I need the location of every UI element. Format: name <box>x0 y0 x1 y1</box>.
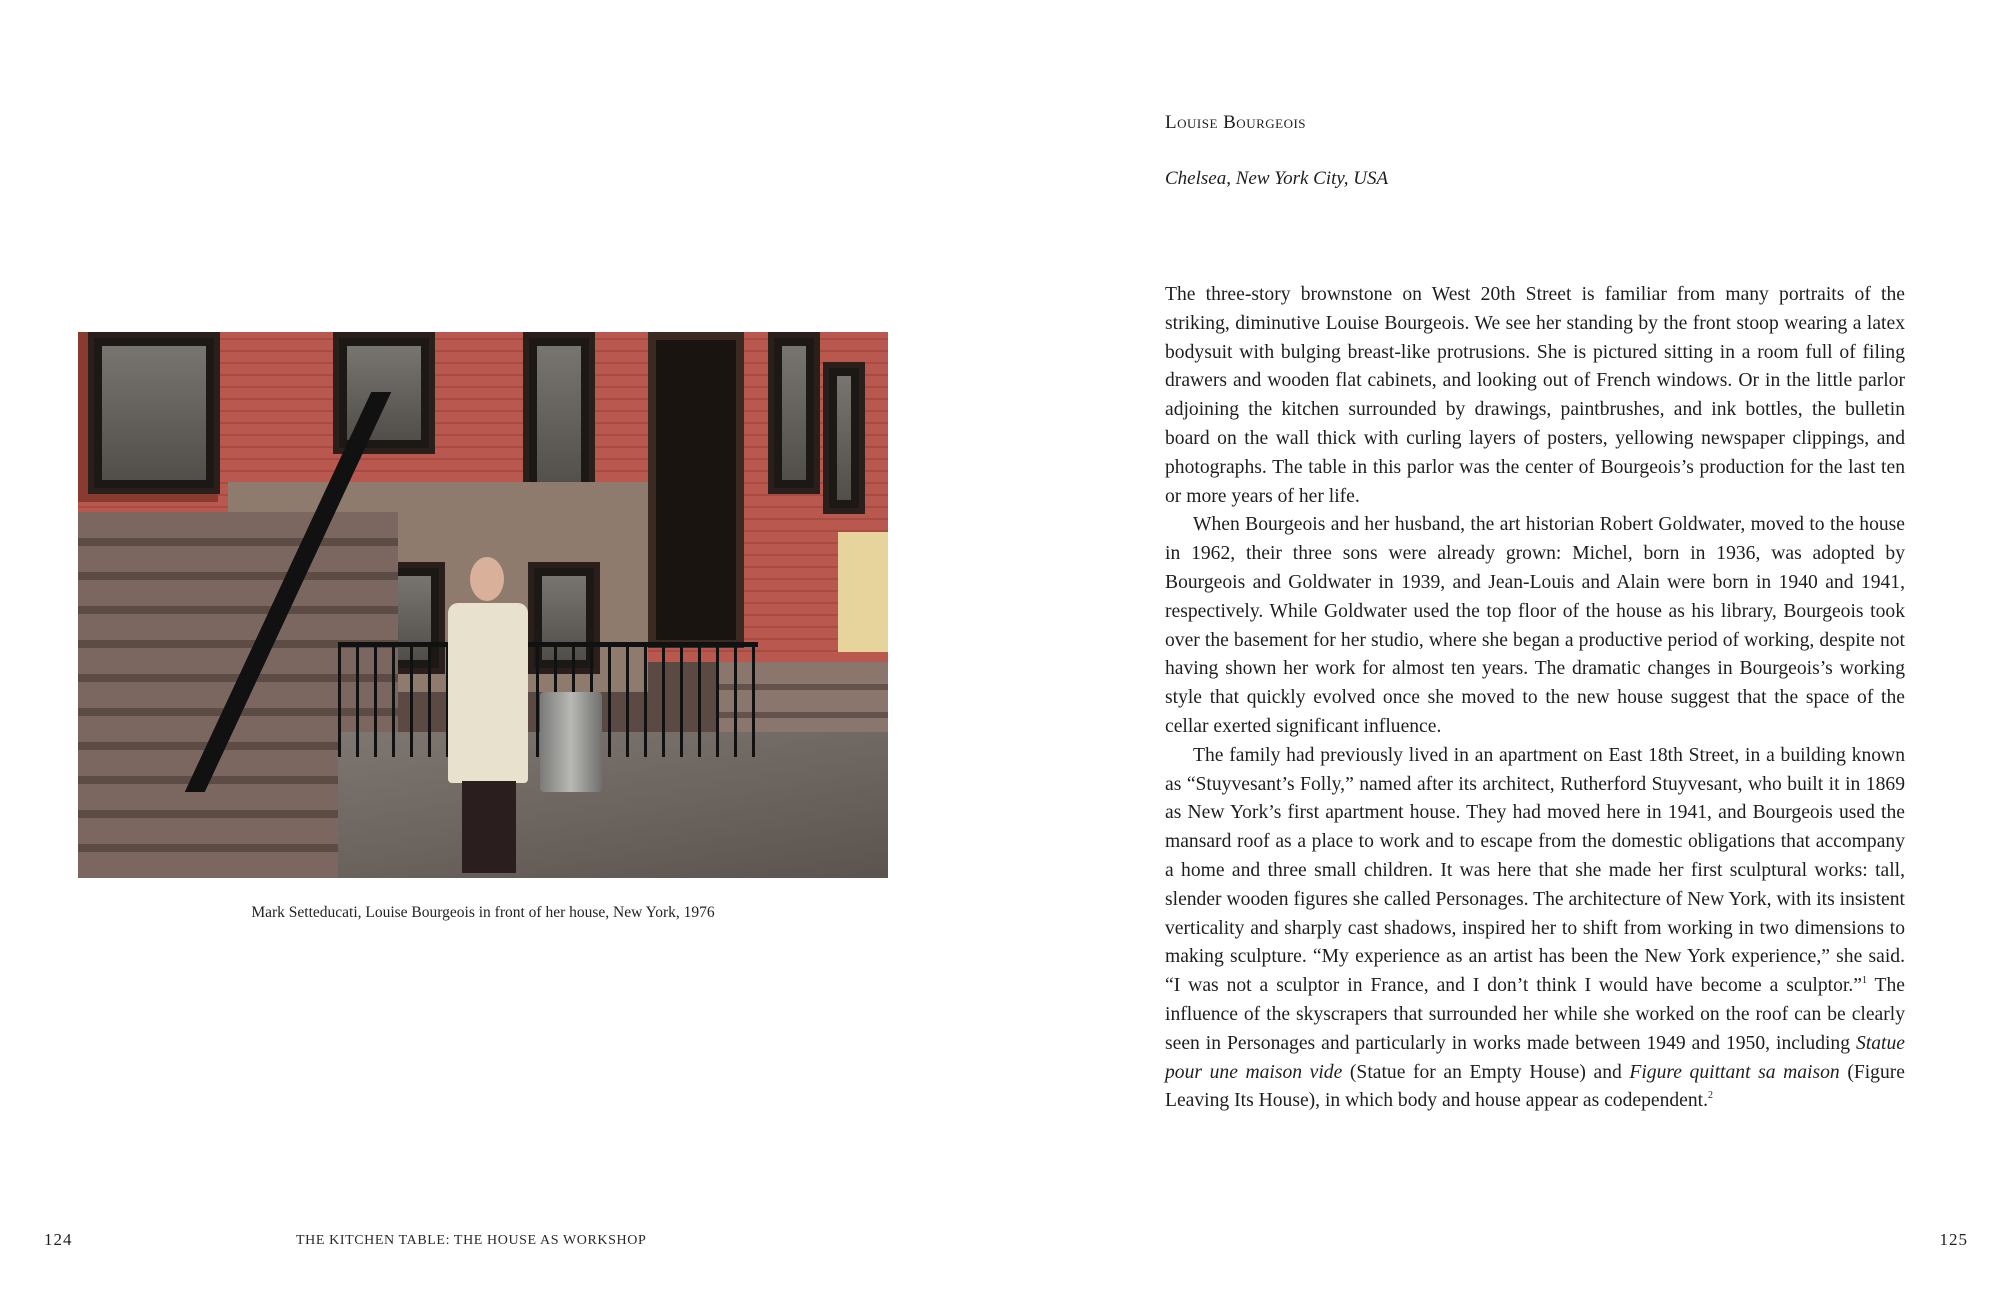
footnote-marker-2: 2 <box>1708 1090 1714 1102</box>
paragraph-2: When Bourgeois and her husband, the art historian Robert Goldwater, moved to the house in 1962, their three sons were already grown: Michel, born in 1936, was adopted by Bourgeois and Goldwater in 1939, and Jean-Louis and Alain were born in 1940 and 1941, respectively. While Goldwater used the top floor of the house as his library, Bourgeois took over the basement for her studio, where she began a productive period of working, despite not having shown her work for almost ten years. The dramatic changes in Bourgeois’s working style that quickly evolved once she moved to the new house suggest that the space of the cellar exerted significant influence. <box>1165 514 1905 737</box>
footnote-marker-1: 1 <box>1861 975 1867 987</box>
paragraph-3 <box>1165 742 1905 1116</box>
person-figure <box>438 557 538 878</box>
running-head: THE KITCHEN TABLE: THE HOUSE AS WORKSHOP <box>296 1233 647 1248</box>
paragraph-3-text-2: The influence of the skyscrapers that surrounded her while she worked on the roof can be clearly seen in Personages and particularly in works made between 1949 and 1950, including <box>1165 975 1905 1054</box>
page-number-left: 124 <box>44 1230 73 1249</box>
paragraph-3-text-3: (Statue for an Empty House) and <box>1342 1061 1630 1083</box>
paragraph-1: The three-story brownstone on West 20th Street is familiar from many portraits of the striking, diminutive Louise Bourgeois. We see her standing by the front stoop wearing a latex bodysuit with bulging breast-like protrusions. She is pictured sitting in a room full of filing drawers and wooden flat cabinets, and looking out of French windows. Or in the little parlor adjoining the kitchen surrounded by drawings, paintbrushes, and ink bottles, the bulletin board on the wall thick with curling layers of posters, yellowing newspaper clippings, and photographs. The table in this parlor was the center of Bourgeois’s production for the last ten or more years of her life. <box>1165 284 1905 507</box>
location-subheading: Chelsea, New York City, USA <box>1165 168 1389 189</box>
artwork-title-2: Figure quittant sa maison <box>1629 1061 1840 1083</box>
artwork-title-1: Statue pour une maison vide <box>1165 1032 1905 1083</box>
photograph-louise-bourgeois-house <box>78 332 888 878</box>
page-number-right: 125 <box>1939 1230 1968 1249</box>
figure-caption: Mark Setteducati, Louise Bourgeois in front of her house, New York, 1976 <box>251 904 715 921</box>
paragraph-3-text-4: (Figure Leaving Its House), in which body and house appear as codependent. <box>1165 1061 1905 1112</box>
essay-body <box>1165 281 1905 1116</box>
author-heading: Louise Bourgeois <box>1165 112 1307 133</box>
paragraph-3-text-1: The family had previously lived in an apartment on East 18th Street, in a building known as “Stuyvesant’s Folly,” named after its architect, Rutherford Stuyvesant, who built it in 1869 as New York’s first apartment house. They had moved here in 1941, and Bourgeois used the mansard roof as a place to work and to escape from the domestic obligations that accompany a home and three small children. It was here that she made her first sculptural works: tall, slender wooden figures she called Personages. The architecture of New York, with its insistent verticality and sharply cast shadows, inspired her to shift from working in two dimensions to making sculpture. “My experience as an artist has been the New York experience,” she said. “I was not a sculptor in France, and I don’t think I would have become a sculptor.” <box>1165 744 1905 997</box>
right-page <box>1000 0 2000 1314</box>
